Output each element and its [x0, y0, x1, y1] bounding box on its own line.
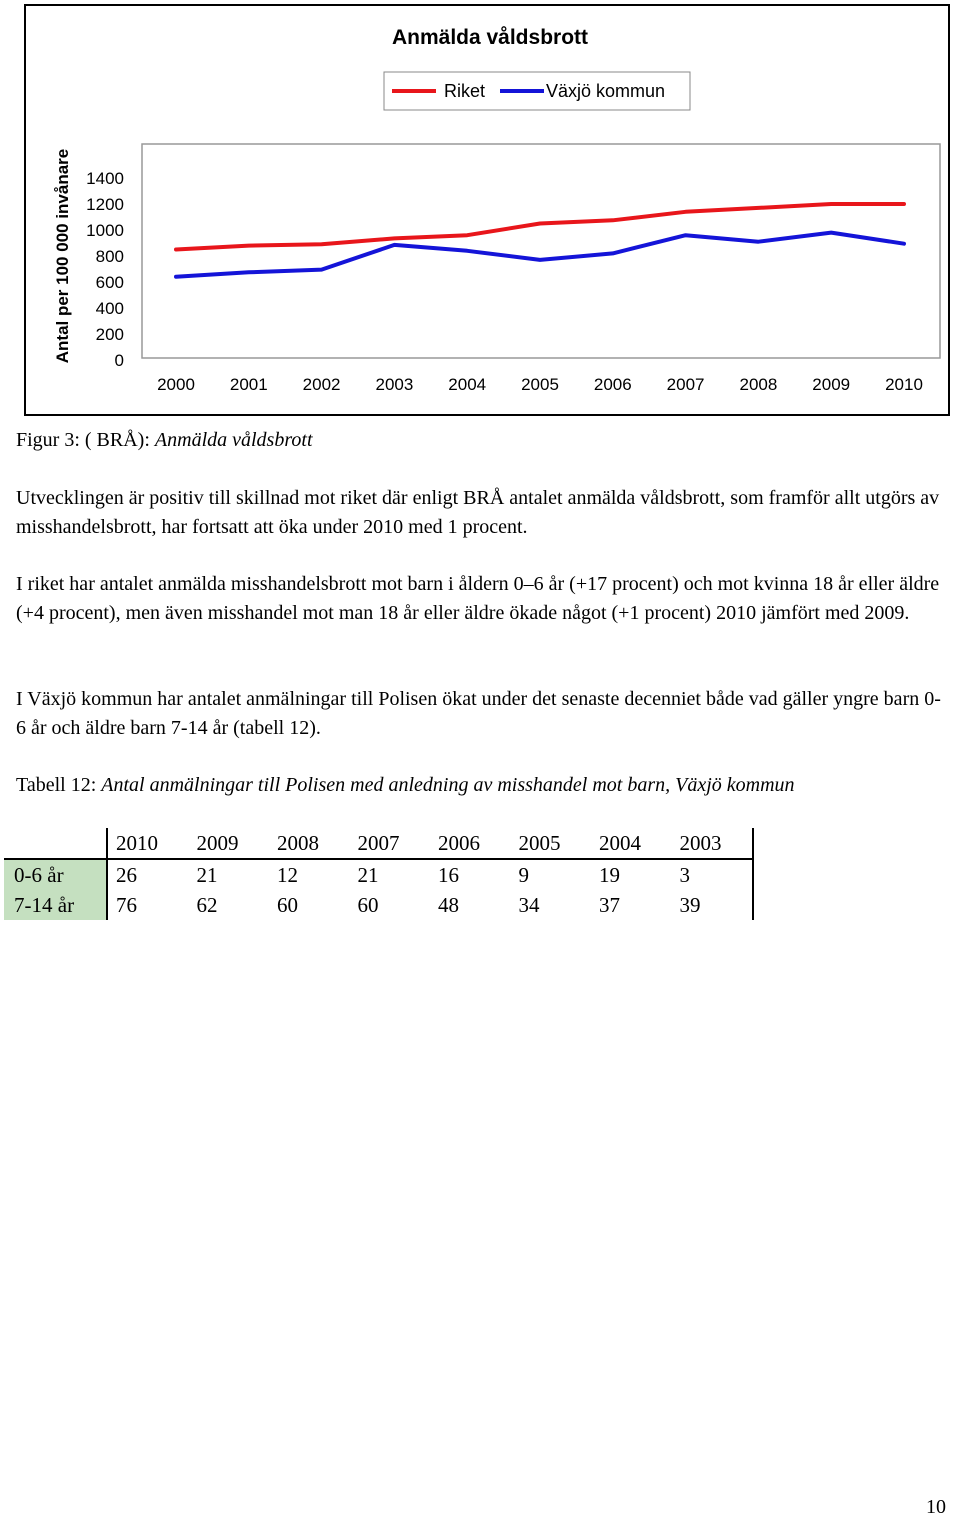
table-header-cell: 2006 — [430, 828, 511, 859]
table-header-cell: 2008 — [269, 828, 350, 859]
table-cell: 62 — [196, 893, 218, 917]
table-header-cell: 2005 — [511, 828, 592, 859]
x-tick-label: 2007 — [666, 375, 705, 394]
x-tick-label: 2005 — [521, 375, 559, 394]
y-tick-label: 800 — [95, 247, 124, 266]
y-axis-label: Antal per 100 000 invånare — [53, 148, 72, 364]
table-header-row — [4, 828, 753, 859]
legend-label-vaxjo: Växjö kommun — [546, 81, 666, 101]
x-tick-label: 2001 — [229, 375, 268, 394]
table-header-cell: 2007 — [350, 828, 431, 859]
figure-caption-prefix: Figur 3: ( BRÅ): — [16, 429, 155, 451]
table-cell: 21 — [357, 863, 379, 887]
x-tick-label: 2009 — [812, 375, 851, 394]
x-tick-label: 2006 — [593, 375, 632, 394]
table-cell: 3 — [672, 859, 754, 890]
figure-caption — [16, 428, 313, 452]
table-cell: 60 — [277, 893, 298, 917]
table-header-cell: 2003 — [672, 828, 754, 859]
table-header-cell: 2004 — [591, 828, 672, 859]
table-caption — [16, 771, 946, 800]
table-cell: 12 — [277, 863, 298, 887]
table-caption-title: Antal anmälningar till Polisen med anledning av misshandel mot barn, Växjö kommun — [101, 774, 795, 796]
y-tick-label: 600 — [95, 273, 124, 292]
table-cell: 39 — [672, 890, 754, 920]
y-axis-ticks — [86, 169, 124, 370]
table-cell: 48 — [438, 893, 459, 917]
paragraph-2: I riket har antalet anmälda misshandelsbrott mot barn i åldern 0–6 år (+17 procent) och mot kvinna 18 år eller äldre (+4 procent), men även misshandel mot man 18 år eller äldre ökade något (+1 procent) 2010 jämfört med 2009. — [16, 573, 940, 624]
table-cell: 37 — [599, 893, 620, 917]
paragraph-1: Utvecklingen är positiv till skillnad mot riket där enligt BRÅ antalet anmälda våldsbrott, som framför allt utgörs av misshandelsbrott, har fortsatt att öka under 2010 med 1 procent. — [16, 487, 940, 538]
paragraph-3: I Växjö kommun har antalet anmälningar till Polisen ökat under det senaste decenniet både vad gäller yngre barn 0-6 år och äldre barn 7-14 år (tabell 12). — [16, 688, 941, 739]
x-axis-ticks — [157, 375, 923, 394]
table-cell: 19 — [599, 863, 620, 887]
chart-title: Anmälda våldsbrott — [391, 26, 589, 49]
y-tick-label: 0 — [114, 351, 124, 370]
table-cell: 60 — [357, 893, 379, 917]
table-caption-prefix: Tabell 12: — [16, 774, 102, 796]
table-header-cell: 2009 — [189, 828, 270, 859]
chart-figure — [24, 4, 950, 416]
x-tick-label: 2002 — [302, 375, 341, 394]
x-tick-label: 2000 — [157, 375, 195, 394]
x-tick-label: 2003 — [375, 375, 414, 394]
table-cell: 16 — [438, 863, 459, 887]
table-cell: 34 — [518, 893, 540, 917]
table-row — [4, 890, 753, 920]
y-tick-label: 1000 — [86, 221, 124, 240]
table-cell: 9 — [518, 863, 529, 887]
x-tick-label: 2008 — [739, 375, 778, 394]
page-number: 10 — [926, 1496, 946, 1518]
table-row-label: 0-6 år — [4, 859, 107, 890]
figure-caption-title: Anmälda våldsbrott — [154, 429, 313, 451]
x-tick-label: 2010 — [885, 375, 923, 394]
table-cell: 76 — [116, 893, 137, 917]
y-tick-label: 1200 — [86, 195, 124, 214]
table-row — [4, 859, 753, 890]
table-cell: 21 — [196, 863, 218, 887]
chart-legend — [384, 72, 690, 110]
table-cell: 26 — [116, 863, 137, 887]
data-table — [4, 828, 754, 920]
table-header-cell: 2010 — [107, 828, 189, 859]
table-row-label: 7-14 år — [4, 890, 107, 920]
y-tick-label: 200 — [95, 325, 124, 344]
x-tick-label: 2004 — [448, 375, 487, 394]
legend-label-riket: Riket — [444, 81, 486, 101]
line-chart — [26, 6, 952, 418]
y-tick-label: 400 — [95, 299, 124, 318]
table-corner-cell — [4, 828, 107, 859]
plot-area — [142, 144, 940, 358]
y-tick-label: 1400 — [86, 169, 124, 188]
